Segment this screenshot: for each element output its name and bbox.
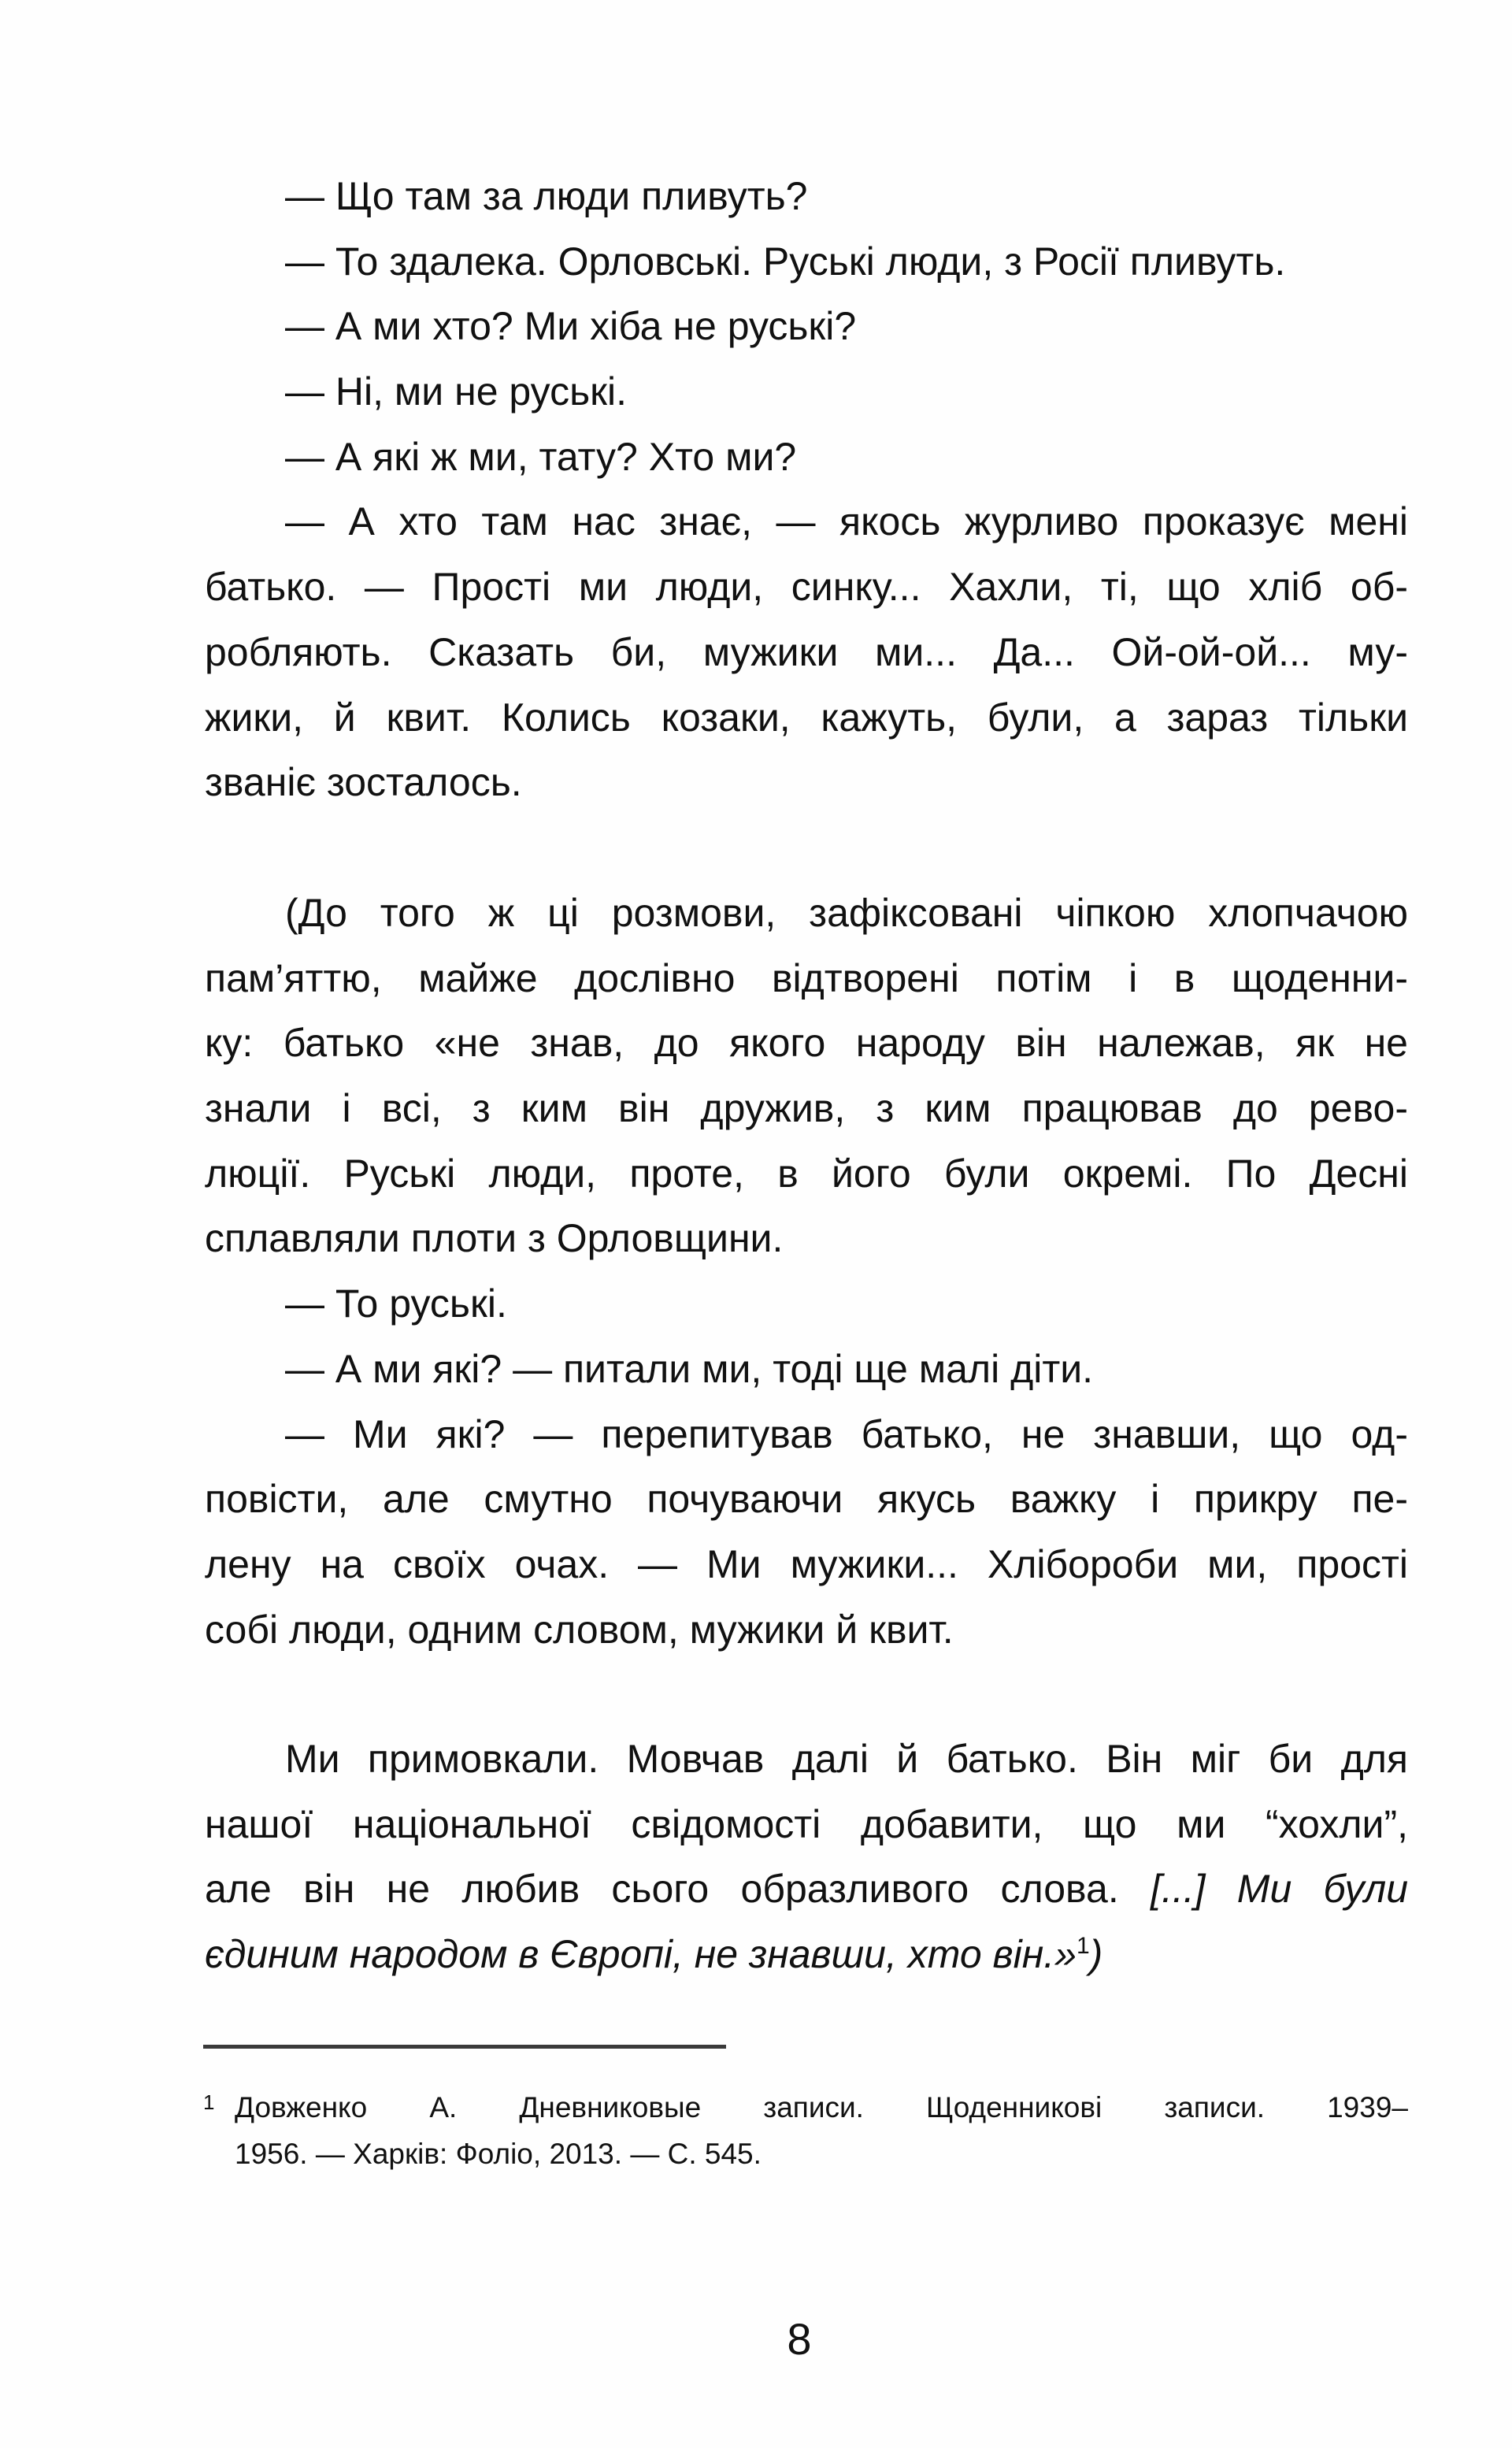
text-line: люції. Руські люди, проте, в його були окремі. По Десні — [205, 1151, 1408, 1196]
text-line: Ми примовкали. Мовчав далі й батько. Він міг би для — [285, 1737, 1408, 1781]
footnote-reference[interactable]: 1 — [1076, 1933, 1090, 1960]
italic-quote: [...] Ми були — [1151, 1867, 1408, 1912]
footnote — [203, 2076, 1408, 2180]
closing-paren: ) — [1089, 1932, 1103, 1977]
dialogue-block — [205, 164, 1408, 815]
text-line: робляють. Сказать би, мужики ми... Да... Ой-ой-ой... му- — [205, 629, 1408, 674]
text-line: — А ми хто? Ми хіба не руські? — [285, 304, 857, 349]
footnote-marker: 1 — [203, 2090, 215, 2114]
footnote-line — [203, 2076, 1408, 2128]
page-number: 8 — [787, 2314, 812, 2364]
italic-quote: єдиним народом в Європі, не знавши, хто він.» — [205, 1932, 1077, 1977]
text-line: лену на своїх очах. — Ми мужики... Хлібороби ми, прості — [205, 1541, 1408, 1586]
text-line: знали і всі, з ким він дружив, з ким працював до рево- — [205, 1086, 1408, 1131]
text-line — [205, 1856, 1408, 1922]
text-line: — То здалека. Орловські. Руські люди, з Росії пливуть. — [285, 239, 1286, 284]
text-line: — Ні, ми не руські. — [285, 369, 628, 414]
text-line — [205, 1922, 1408, 1987]
text-line: (До того ж ці розмови, зафіксовані чіпкою хлопчачою — [285, 891, 1408, 935]
text-line: ку: батько «не знав, до якого народу він належав, як не — [205, 1021, 1408, 1066]
text-line: — А які ж ми, тату? Хто ми? — [285, 434, 797, 479]
text-line: — Ми які? — перепитував батько, не знавши, що од- — [285, 1411, 1408, 1456]
footnote-separator — [203, 2045, 726, 2049]
text-line: повісти, але смутно почуваючи якусь важку і прикру пе- — [205, 1477, 1408, 1522]
text-line: собі люди, одним словом, мужики й квит. — [205, 1607, 954, 1652]
text-line: — А ми які? — питали ми, тоді ще малі діти. — [285, 1346, 1094, 1391]
text-line: — А хто там нас знає, — якось журливо проказує мені — [285, 499, 1408, 544]
closing-block — [205, 1727, 1408, 1987]
regular-text: але він не любив сього образливого слова. — [205, 1867, 1151, 1912]
text-line: жики, й квит. Колись козаки, кажуть, були, а зараз тільки — [205, 695, 1408, 740]
footnote-line: 1956. — Харків: Фоліо, 2013. — С. 545. — [235, 2138, 762, 2170]
footnote-text: Довженко А. Дневниковые записи. Щоденникові записи. 1939– — [235, 2091, 1408, 2123]
text-line: званіє зосталось. — [205, 760, 522, 805]
text-line: сплавляли плоти з Орловщини. — [205, 1216, 784, 1261]
text-line: — Що там за люди пливуть? — [285, 174, 808, 218]
text-line: — То руські. — [285, 1281, 507, 1326]
commentary-block — [205, 881, 1408, 1662]
text-line: батько. — Прості ми люди, синку... Хахли, ті, що хліб об- — [205, 565, 1408, 610]
text-line: пам’яттю, майже дослівно відтворені потім і в щоденни- — [205, 955, 1408, 1000]
text-line: нашої національної свідомості добавити, що ми “хохли”, — [205, 1801, 1408, 1846]
